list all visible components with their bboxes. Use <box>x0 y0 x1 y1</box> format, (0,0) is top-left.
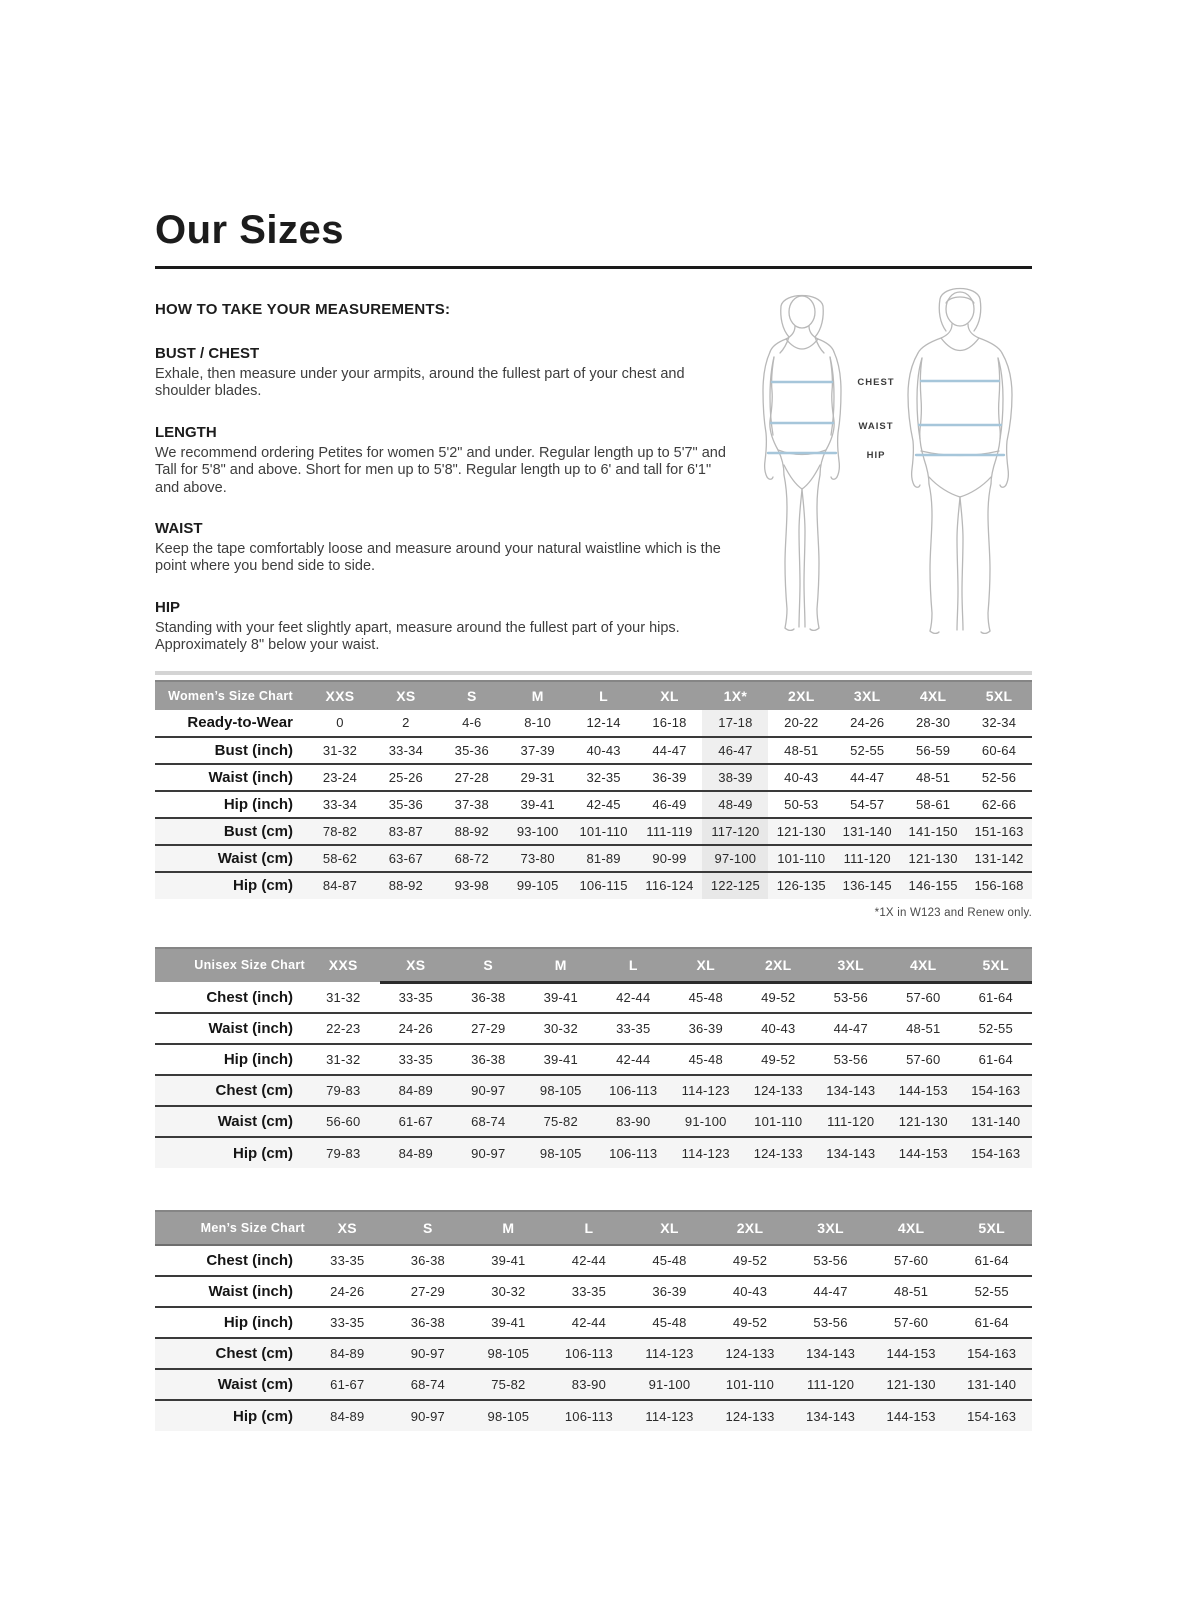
size-value-cell: 106-113 <box>549 1338 630 1369</box>
size-value-cell: 48-51 <box>784 742 819 758</box>
size-value-cell: 48-49 <box>702 791 768 818</box>
size-column-header: 3XL <box>815 948 888 983</box>
size-column-header: XS <box>380 948 453 983</box>
size-value-cell: 27-28 <box>454 769 489 785</box>
size-value-cell: 98-105 <box>525 1075 598 1106</box>
size-value-cell: 114-123 <box>670 1137 743 1168</box>
size-value-cell: 73-80 <box>505 845 571 872</box>
size-value-cell: 111-120 <box>834 845 900 872</box>
size-column-header: 4XL <box>871 1211 952 1245</box>
size-value-cell: 40-43 <box>732 1284 768 1300</box>
size-value-cell: 154-163 <box>960 1137 1033 1168</box>
section-title: BUST / CHEST <box>155 345 260 362</box>
size-value-cell: 144-153 <box>871 1400 952 1431</box>
size-value-cell: 42-44 <box>616 1052 651 1068</box>
size-value-cell: 106-113 <box>597 1137 670 1168</box>
size-value-cell: 36-38 <box>410 1315 445 1331</box>
size-value-cell: 46-47 <box>702 737 768 764</box>
womens-chart-footnote: *1X in W123 and Renew only. <box>874 906 1032 919</box>
size-column-header: S <box>439 681 505 710</box>
size-value-cell: 29-31 <box>520 769 555 785</box>
header-row <box>155 948 1032 983</box>
row-label: Waist (inch) <box>208 1020 293 1038</box>
size-value-cell: 38-39 <box>702 764 768 791</box>
table-row <box>155 1245 1032 1276</box>
size-value-cell: 124-133 <box>710 1338 791 1369</box>
size-value-cell: 0 <box>336 715 344 731</box>
section-title: LENGTH <box>155 423 217 441</box>
size-value-cell: 39-41 <box>491 1253 526 1269</box>
size-value-cell: 36-38 <box>410 1253 445 1269</box>
size-value-cell: 24-26 <box>330 1284 365 1300</box>
size-value-cell: 106-113 <box>597 1075 670 1106</box>
size-value-cell: 61-64 <box>978 990 1013 1006</box>
unisex-size-chart-table <box>155 947 1032 1169</box>
size-value-cell: 90-99 <box>637 845 703 872</box>
size-column-header: XS <box>373 681 439 710</box>
size-value-cell: 48-51 <box>893 1284 929 1300</box>
size-value-cell: 57-60 <box>893 1253 929 1269</box>
table-row <box>155 1044 1032 1075</box>
size-value-cell: 28-30 <box>915 715 951 731</box>
size-value-cell: 101-110 <box>571 818 637 845</box>
table-row <box>155 982 1032 1013</box>
size-value-cell: 84-87 <box>307 872 373 899</box>
size-value-cell: 141-150 <box>900 818 966 845</box>
table-row <box>155 737 1032 764</box>
size-value-cell: 31-32 <box>322 742 358 758</box>
size-column-header: 4XL <box>900 681 966 710</box>
table-row <box>155 845 1032 872</box>
table-row <box>155 1307 1032 1338</box>
size-value-cell: 81-89 <box>571 845 637 872</box>
size-column-header: XS <box>307 1211 388 1245</box>
howto-heading: HOW TO TAKE YOUR MEASUREMENTS: <box>155 301 451 318</box>
row-label: Hip (cm) <box>155 1400 307 1431</box>
size-value-cell: 122-125 <box>702 872 768 899</box>
size-value-cell: 131-142 <box>966 845 1032 872</box>
size-value-cell: 49-52 <box>761 990 796 1006</box>
size-value-cell: 8-10 <box>524 715 552 731</box>
size-value-cell: 24-26 <box>398 1021 433 1037</box>
size-value-cell: 33-35 <box>398 990 433 1006</box>
row-label: Hip (inch) <box>223 1051 293 1069</box>
size-value-cell: 40-43 <box>761 1021 796 1037</box>
section-body: Standing with your feet slightly apart, measure around the fullest part of your hips. Approximately 8" below your waist. <box>155 619 680 654</box>
size-value-cell: 39-41 <box>543 1052 578 1068</box>
female-figure-outline <box>763 296 841 631</box>
size-value-cell: 91-100 <box>629 1369 710 1400</box>
size-value-cell: 30-32 <box>491 1284 526 1300</box>
size-value-cell: 56-59 <box>915 742 951 758</box>
size-value-cell: 52-55 <box>850 742 885 758</box>
section-hip <box>155 599 727 655</box>
table-row <box>155 1369 1032 1400</box>
size-value-cell: 154-163 <box>960 1075 1033 1106</box>
size-value-cell: 83-87 <box>373 818 439 845</box>
size-value-cell: 124-133 <box>742 1137 815 1168</box>
size-value-cell: 23-24 <box>322 769 358 785</box>
measurement-instructions <box>155 301 727 655</box>
size-value-cell: 98-105 <box>468 1400 549 1431</box>
size-value-cell: 79-83 <box>307 1137 380 1168</box>
size-value-cell: 50-53 <box>784 796 819 812</box>
table-row <box>155 1276 1032 1307</box>
size-value-cell: 42-44 <box>571 1315 607 1331</box>
size-value-cell: 52-55 <box>978 1021 1013 1037</box>
size-value-cell: 53-56 <box>813 1315 848 1331</box>
header-row <box>155 681 1032 710</box>
size-value-cell: 40-43 <box>784 769 819 785</box>
size-value-cell: 61-67 <box>307 1369 388 1400</box>
size-value-cell: 25-26 <box>388 769 423 785</box>
size-column-header: 2XL <box>742 948 815 983</box>
size-value-cell: 12-14 <box>586 715 621 731</box>
row-label: Hip (cm) <box>155 1137 307 1168</box>
table-row <box>155 791 1032 818</box>
size-column-header: 1X* <box>702 681 768 710</box>
section-length <box>155 424 727 497</box>
page-title: Our Sizes <box>155 208 345 252</box>
size-value-cell: 31-32 <box>326 989 361 1005</box>
size-column-header: 3XL <box>790 1211 871 1245</box>
size-value-cell: 131-140 <box>834 818 900 845</box>
size-value-cell: 42-44 <box>571 1253 607 1269</box>
size-value-cell: 52-56 <box>981 769 1017 785</box>
section-title: WAIST <box>155 519 203 537</box>
table-top-divider <box>155 671 1032 675</box>
section-title: HIP <box>155 598 181 616</box>
size-value-cell: 33-35 <box>398 1052 433 1068</box>
size-value-cell: 57-60 <box>906 1052 941 1068</box>
size-value-cell: 114-123 <box>670 1075 743 1106</box>
section-body: Exhale, then measure under your armpits, around the fullest part of your chest and shoulder blades. <box>155 366 685 400</box>
size-value-cell: 83-90 <box>597 1106 670 1137</box>
size-value-cell: 106-115 <box>571 872 637 899</box>
size-value-cell: 68-74 <box>388 1369 469 1400</box>
size-value-cell: 24-26 <box>850 715 885 731</box>
size-value-cell: 33-34 <box>388 742 423 758</box>
size-value-cell: 68-74 <box>452 1106 525 1137</box>
size-column-header: L <box>571 681 637 710</box>
size-value-cell: 154-163 <box>951 1400 1032 1431</box>
size-value-cell: 131-140 <box>960 1106 1033 1137</box>
size-value-cell: 53-56 <box>813 1253 848 1269</box>
size-value-cell: 63-67 <box>373 845 439 872</box>
table-row <box>155 1137 1032 1168</box>
size-value-cell: 30-32 <box>543 1021 578 1037</box>
size-column-header: 5XL <box>966 681 1032 710</box>
size-value-cell: 33-35 <box>330 1253 365 1269</box>
figure-label-hip: HIP <box>866 450 886 461</box>
size-column-header: M <box>505 681 571 710</box>
size-value-cell: 60-64 <box>981 742 1017 758</box>
size-value-cell: 37-38 <box>454 796 489 812</box>
size-value-cell: 16-18 <box>652 715 687 731</box>
size-value-cell: 33-35 <box>571 1284 607 1300</box>
measurement-guide <box>155 301 1032 655</box>
row-label: Chest (inch) <box>206 988 293 1006</box>
size-value-cell: 90-97 <box>452 1075 525 1106</box>
row-label: Waist (cm) <box>155 1369 307 1400</box>
size-value-cell: 49-52 <box>732 1253 768 1269</box>
size-value-cell: 101-110 <box>742 1106 815 1137</box>
table-row <box>155 872 1032 899</box>
size-value-cell: 144-153 <box>887 1137 960 1168</box>
size-value-cell: 46-49 <box>652 796 687 812</box>
size-value-cell: 144-153 <box>871 1338 952 1369</box>
size-value-cell: 144-153 <box>887 1075 960 1106</box>
row-label: Waist (inch) <box>208 768 293 786</box>
womens-size-chart-table <box>155 680 1032 899</box>
table-title: Women’s Size Chart <box>155 681 307 710</box>
size-value-cell: 22-23 <box>326 1021 361 1037</box>
size-value-cell: 44-47 <box>850 769 885 785</box>
size-value-cell: 154-163 <box>951 1338 1032 1369</box>
row-label: Waist (inch) <box>208 1283 293 1301</box>
size-value-cell: 36-39 <box>652 769 687 785</box>
size-value-cell: 84-89 <box>380 1075 453 1106</box>
size-column-header: XL <box>670 948 743 983</box>
size-value-cell: 33-35 <box>616 1021 651 1037</box>
size-value-cell: 27-29 <box>410 1284 445 1300</box>
size-column-header: S <box>452 948 525 983</box>
size-value-cell: 58-62 <box>307 845 373 872</box>
size-column-header: XL <box>629 1211 710 1245</box>
male-figure-outline <box>908 289 1012 634</box>
size-value-cell: 33-34 <box>322 796 358 812</box>
size-value-cell: 98-105 <box>525 1137 598 1168</box>
size-column-header: M <box>525 948 598 983</box>
size-value-cell: 4-6 <box>462 715 482 731</box>
size-column-header: L <box>549 1211 630 1245</box>
row-label: Ready-to-Wear <box>187 714 293 732</box>
size-value-cell: 27-29 <box>471 1021 506 1037</box>
size-value-cell: 111-120 <box>815 1106 888 1137</box>
size-value-cell: 121-130 <box>768 818 834 845</box>
size-value-cell: 40-43 <box>586 742 621 758</box>
unisex-size-chart-section <box>155 947 1032 1169</box>
size-value-cell: 61-67 <box>380 1106 453 1137</box>
size-value-cell: 36-38 <box>471 990 506 1006</box>
size-value-cell: 32-34 <box>981 715 1017 731</box>
mens-size-chart-section <box>155 1210 1032 1431</box>
size-value-cell: 124-133 <box>710 1400 791 1431</box>
size-value-cell: 134-143 <box>815 1075 888 1106</box>
size-column-header: 5XL <box>951 1211 1032 1245</box>
size-value-cell: 101-110 <box>768 845 834 872</box>
table-title: Men’s Size Chart <box>155 1211 307 1245</box>
page-content <box>155 208 1032 1431</box>
size-value-cell: 20-22 <box>784 715 819 731</box>
size-column-header: XL <box>637 681 703 710</box>
row-label: Waist (cm) <box>155 1106 307 1137</box>
size-value-cell: 88-92 <box>439 818 505 845</box>
size-value-cell: 36-39 <box>652 1284 687 1300</box>
size-value-cell: 101-110 <box>710 1369 791 1400</box>
row-label: Chest (cm) <box>155 1338 307 1369</box>
figure-label-waist: WAIST <box>858 421 894 432</box>
size-value-cell: 116-124 <box>637 872 703 899</box>
table-row <box>155 818 1032 845</box>
size-value-cell: 44-47 <box>652 742 687 758</box>
size-value-cell: 111-119 <box>637 818 703 845</box>
size-value-cell: 39-41 <box>520 796 555 812</box>
size-value-cell: 58-61 <box>915 796 951 812</box>
measurement-figures-illustration <box>740 279 1040 637</box>
size-value-cell: 62-66 <box>981 796 1017 812</box>
section-bust-chest <box>155 345 727 401</box>
size-value-cell: 121-130 <box>871 1369 952 1400</box>
size-value-cell: 57-60 <box>906 990 941 1006</box>
size-column-header: 4XL <box>887 948 960 983</box>
size-value-cell: 49-52 <box>732 1315 768 1331</box>
size-value-cell: 84-89 <box>307 1338 388 1369</box>
size-column-header: M <box>468 1211 549 1245</box>
size-value-cell: 146-155 <box>900 872 966 899</box>
table-row <box>155 1013 1032 1044</box>
size-value-cell: 134-143 <box>815 1137 888 1168</box>
size-value-cell: 93-98 <box>439 872 505 899</box>
size-value-cell: 52-55 <box>974 1284 1009 1300</box>
size-value-cell: 97-100 <box>702 845 768 872</box>
size-column-header: 2XL <box>710 1211 791 1245</box>
size-value-cell: 48-51 <box>915 769 951 785</box>
size-value-cell: 134-143 <box>790 1338 871 1369</box>
size-value-cell: 78-82 <box>307 818 373 845</box>
size-value-cell: 68-72 <box>439 845 505 872</box>
size-value-cell: 57-60 <box>893 1315 929 1331</box>
row-label: Bust (inch) <box>214 741 293 759</box>
size-value-cell: 93-100 <box>505 818 571 845</box>
size-value-cell: 90-97 <box>388 1338 469 1369</box>
size-value-cell: 61-64 <box>974 1253 1009 1269</box>
size-value-cell: 48-51 <box>906 1021 941 1037</box>
size-column-header: L <box>597 948 670 983</box>
size-value-cell: 114-123 <box>629 1400 710 1431</box>
size-value-cell: 117-120 <box>702 818 768 845</box>
section-body: We recommend ordering Petites for women 5'2" and under. Regular length up to 5'7" and Tall for 5'8" and above. Short for men up to 5'8". Regular length up to 6' and tall for 6'1" and above. <box>155 444 726 496</box>
womens-size-chart-section <box>155 671 1032 919</box>
size-value-cell: 111-120 <box>790 1369 871 1400</box>
size-value-cell: 83-90 <box>549 1369 630 1400</box>
size-value-cell: 91-100 <box>670 1106 743 1137</box>
section-body: Keep the tape comfortably loose and measure around your natural waistline which is the point where you bend side to side. <box>155 540 721 575</box>
size-value-cell: 39-41 <box>491 1315 526 1331</box>
mens-size-chart-table <box>155 1210 1032 1431</box>
table-row <box>155 1400 1032 1431</box>
size-value-cell: 44-47 <box>833 1021 868 1037</box>
size-value-cell: 106-113 <box>549 1400 630 1431</box>
size-value-cell: 39-41 <box>543 990 578 1006</box>
size-value-cell: 90-97 <box>452 1137 525 1168</box>
size-value-cell: 53-56 <box>833 1052 868 1068</box>
size-column-header: XXS <box>307 681 373 710</box>
size-column-header: S <box>388 1211 469 1245</box>
size-value-cell: 134-143 <box>790 1400 871 1431</box>
size-value-cell: 31-32 <box>326 1052 361 1068</box>
row-label: Hip (cm) <box>155 872 307 899</box>
size-value-cell: 90-97 <box>388 1400 469 1431</box>
row-label: Chest (inch) <box>206 1252 293 1270</box>
table-row <box>155 710 1032 737</box>
size-value-cell: 126-135 <box>768 872 834 899</box>
size-value-cell: 99-105 <box>505 872 571 899</box>
table-row <box>155 764 1032 791</box>
size-value-cell: 88-92 <box>373 872 439 899</box>
size-value-cell: 156-168 <box>966 872 1032 899</box>
size-value-cell: 75-82 <box>468 1369 549 1400</box>
size-value-cell: 121-130 <box>887 1106 960 1137</box>
table-row <box>155 1106 1032 1137</box>
row-label: Waist (cm) <box>155 845 307 872</box>
size-value-cell: 98-105 <box>468 1338 549 1369</box>
row-label: Bust (cm) <box>155 818 307 845</box>
section-waist <box>155 520 727 576</box>
figure-label-chest: CHEST <box>857 377 895 388</box>
size-value-cell: 49-52 <box>761 1052 796 1068</box>
size-value-cell: 42-44 <box>616 990 651 1006</box>
size-value-cell: 2 <box>402 715 410 731</box>
size-value-cell: 37-39 <box>520 742 555 758</box>
size-value-cell: 131-140 <box>951 1369 1032 1400</box>
size-value-cell: 42-45 <box>586 796 621 812</box>
size-value-cell: 75-82 <box>525 1106 598 1137</box>
size-value-cell: 35-36 <box>454 742 489 758</box>
size-column-header: XXS <box>307 948 380 983</box>
size-value-cell: 32-35 <box>586 769 621 785</box>
size-value-cell: 36-39 <box>688 1021 723 1037</box>
header-row <box>155 1211 1032 1245</box>
size-value-cell: 35-36 <box>388 796 423 812</box>
table-title: Unisex Size Chart <box>155 948 307 983</box>
size-value-cell: 54-57 <box>850 796 885 812</box>
size-column-header: 2XL <box>768 681 834 710</box>
row-label: Hip (inch) <box>223 795 293 813</box>
size-value-cell: 36-38 <box>471 1052 506 1068</box>
size-value-cell: 53-56 <box>833 990 868 1006</box>
size-value-cell: 45-48 <box>652 1253 687 1269</box>
size-column-header: 3XL <box>834 681 900 710</box>
table-row <box>155 1338 1032 1369</box>
size-value-cell: 44-47 <box>813 1284 848 1300</box>
row-label: Hip (inch) <box>223 1314 293 1332</box>
size-value-cell: 84-89 <box>307 1400 388 1431</box>
size-value-cell: 45-48 <box>688 1052 723 1068</box>
body-figures <box>727 301 1032 655</box>
size-value-cell: 17-18 <box>702 710 768 737</box>
size-value-cell: 151-163 <box>966 818 1032 845</box>
size-value-cell: 45-48 <box>688 990 723 1006</box>
size-value-cell: 121-130 <box>900 845 966 872</box>
size-value-cell: 114-123 <box>629 1338 710 1369</box>
size-value-cell: 61-64 <box>974 1315 1009 1331</box>
size-value-cell: 33-35 <box>330 1315 365 1331</box>
size-value-cell: 124-133 <box>742 1075 815 1106</box>
size-value-cell: 79-83 <box>307 1075 380 1106</box>
size-value-cell: 56-60 <box>307 1106 380 1137</box>
row-label: Chest (cm) <box>155 1075 307 1106</box>
size-value-cell: 84-89 <box>380 1137 453 1168</box>
size-column-header: 5XL <box>960 948 1033 983</box>
title-divider <box>155 266 1032 269</box>
size-value-cell: 45-48 <box>652 1315 687 1331</box>
size-value-cell: 61-64 <box>978 1052 1013 1068</box>
table-row <box>155 1075 1032 1106</box>
size-value-cell: 136-145 <box>834 872 900 899</box>
